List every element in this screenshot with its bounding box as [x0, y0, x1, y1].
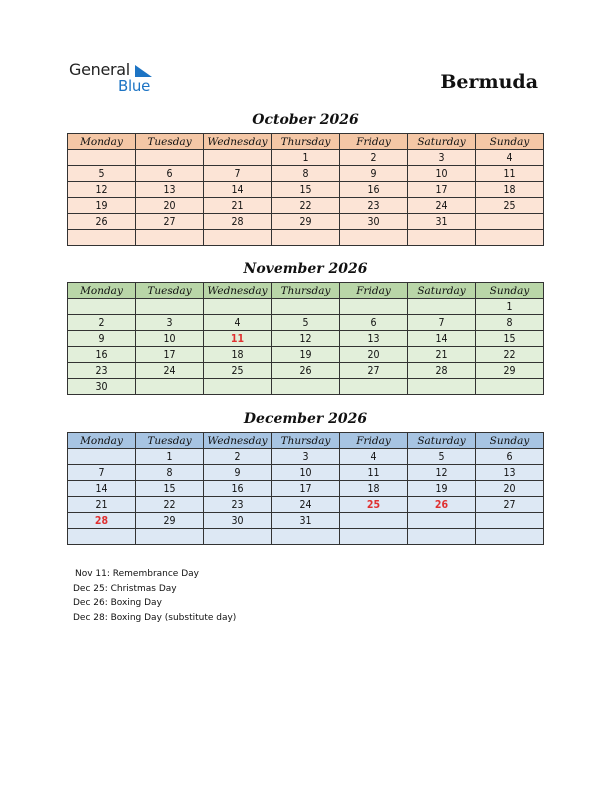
empty-day-cell — [408, 230, 476, 246]
day-cell: 21 — [408, 347, 476, 363]
week-row — [68, 166, 544, 182]
empty-day-cell — [476, 214, 544, 230]
empty-day-cell — [476, 513, 544, 529]
day-cell: 6 — [136, 166, 204, 182]
weekday-header-sunday: Sunday — [476, 433, 544, 449]
day-cell: 8 — [476, 315, 544, 331]
week-row — [68, 465, 544, 481]
day-cell: 12 — [272, 331, 340, 347]
empty-day-cell — [408, 529, 476, 545]
day-cell: 11 — [340, 465, 408, 481]
day-cell: 15 — [272, 182, 340, 198]
empty-day-cell — [68, 230, 136, 246]
week-row — [68, 449, 544, 465]
empty-day-cell — [68, 299, 136, 315]
day-cell: 12 — [408, 465, 476, 481]
holiday-day-cell: 28 — [68, 513, 136, 529]
empty-day-cell — [204, 299, 272, 315]
empty-day-cell — [476, 379, 544, 395]
empty-day-cell — [408, 299, 476, 315]
month-title-december: December 2026 — [243, 411, 368, 427]
empty-day-cell — [340, 230, 408, 246]
weekday-header-friday: Friday — [340, 433, 408, 449]
day-cell: 9 — [340, 166, 408, 182]
day-cell: 18 — [204, 347, 272, 363]
day-cell: 28 — [408, 363, 476, 379]
day-cell: 22 — [476, 347, 544, 363]
weekday-header-sunday: Sunday — [476, 134, 544, 150]
day-cell: 17 — [272, 481, 340, 497]
week-row — [68, 347, 544, 363]
day-cell: 25 — [476, 198, 544, 214]
week-row — [68, 182, 544, 198]
day-cell: 2 — [68, 315, 136, 331]
day-cell: 11 — [476, 166, 544, 182]
weekday-header-thursday: Thursday — [272, 134, 340, 150]
week-row — [68, 315, 544, 331]
empty-day-cell — [272, 379, 340, 395]
day-cell: 21 — [204, 198, 272, 214]
week-row — [68, 299, 544, 315]
week-row — [68, 214, 544, 230]
day-cell: 3 — [272, 449, 340, 465]
day-cell: 17 — [408, 182, 476, 198]
weekday-header-saturday: Saturday — [408, 134, 476, 150]
generalblue-logo — [69, 60, 159, 96]
week-row — [68, 379, 544, 395]
empty-day-cell — [136, 529, 204, 545]
empty-day-cell — [204, 150, 272, 166]
empty-day-cell — [340, 299, 408, 315]
empty-day-cell — [408, 379, 476, 395]
holiday-day-cell: 26 — [408, 497, 476, 513]
week-row — [68, 331, 544, 347]
day-cell: 20 — [340, 347, 408, 363]
holiday-item: Dec 28: Boxing Day (substitute day) — [73, 613, 237, 624]
day-cell: 6 — [476, 449, 544, 465]
empty-day-cell — [272, 529, 340, 545]
empty-day-cell — [136, 299, 204, 315]
day-cell: 7 — [68, 465, 136, 481]
holiday-list — [73, 567, 236, 626]
weekday-header-tuesday: Tuesday — [136, 433, 204, 449]
day-cell: 22 — [272, 198, 340, 214]
weekday-header-thursday: Thursday — [272, 283, 340, 299]
day-cell: 17 — [136, 347, 204, 363]
day-cell: 2 — [340, 150, 408, 166]
week-row — [68, 150, 544, 166]
week-row — [68, 497, 544, 513]
day-cell: 13 — [476, 465, 544, 481]
day-cell: 24 — [272, 497, 340, 513]
empty-day-cell — [408, 513, 476, 529]
day-cell: 6 — [340, 315, 408, 331]
day-cell: 26 — [68, 214, 136, 230]
day-cell: 14 — [68, 481, 136, 497]
day-cell: 9 — [68, 331, 136, 347]
day-cell: 18 — [340, 481, 408, 497]
day-cell: 4 — [204, 315, 272, 331]
holiday-item: Dec 25: Christmas Day — [73, 583, 177, 594]
day-cell: 27 — [476, 497, 544, 513]
week-row — [68, 529, 544, 545]
day-cell: 30 — [340, 214, 408, 230]
weekday-header-row — [68, 433, 544, 449]
empty-day-cell — [340, 379, 408, 395]
weekday-header-monday: Monday — [68, 433, 136, 449]
day-cell: 25 — [204, 363, 272, 379]
day-cell: 1 — [476, 299, 544, 315]
day-cell: 23 — [68, 363, 136, 379]
day-cell: 5 — [272, 315, 340, 331]
day-cell: 22 — [136, 497, 204, 513]
week-row — [68, 363, 544, 379]
day-cell: 24 — [136, 363, 204, 379]
week-row — [68, 481, 544, 497]
day-cell: 28 — [204, 214, 272, 230]
empty-day-cell — [68, 529, 136, 545]
day-cell: 16 — [204, 481, 272, 497]
empty-day-cell — [272, 230, 340, 246]
day-cell: 31 — [408, 214, 476, 230]
calendar-october — [67, 133, 544, 246]
day-cell: 19 — [272, 347, 340, 363]
day-cell: 10 — [272, 465, 340, 481]
weekday-header-wednesday: Wednesday — [204, 433, 272, 449]
holiday-day-cell: 11 — [204, 331, 272, 347]
day-cell: 5 — [68, 166, 136, 182]
day-cell: 1 — [272, 150, 340, 166]
weekday-header-thursday: Thursday — [272, 433, 340, 449]
day-cell: 16 — [68, 347, 136, 363]
empty-day-cell — [204, 379, 272, 395]
day-cell: 19 — [68, 198, 136, 214]
day-cell: 4 — [476, 150, 544, 166]
empty-day-cell — [340, 529, 408, 545]
weekday-header-monday: Monday — [68, 283, 136, 299]
day-cell: 29 — [272, 214, 340, 230]
weekday-header-friday: Friday — [340, 283, 408, 299]
day-cell: 14 — [408, 331, 476, 347]
day-cell: 29 — [136, 513, 204, 529]
weekday-header-sunday: Sunday — [476, 283, 544, 299]
day-cell: 24 — [408, 198, 476, 214]
day-cell: 19 — [408, 481, 476, 497]
weekday-header-row — [68, 283, 544, 299]
day-cell: 27 — [136, 214, 204, 230]
day-cell: 23 — [204, 497, 272, 513]
logo-blue-text: Blue — [118, 77, 150, 95]
weekday-header-wednesday: Wednesday — [204, 134, 272, 150]
day-cell: 30 — [68, 379, 136, 395]
empty-day-cell — [68, 449, 136, 465]
calendar-december — [67, 432, 544, 545]
weekday-header-tuesday: Tuesday — [136, 134, 204, 150]
holiday-day-cell: 25 — [340, 497, 408, 513]
day-cell: 30 — [204, 513, 272, 529]
weekday-header-row — [68, 134, 544, 150]
weekday-header-saturday: Saturday — [408, 283, 476, 299]
day-cell: 27 — [340, 363, 408, 379]
day-cell: 21 — [68, 497, 136, 513]
empty-day-cell — [272, 299, 340, 315]
week-row — [68, 513, 544, 529]
day-cell: 13 — [136, 182, 204, 198]
day-cell: 29 — [476, 363, 544, 379]
empty-day-cell — [204, 529, 272, 545]
day-cell: 20 — [136, 198, 204, 214]
week-row — [68, 230, 544, 246]
day-cell: 8 — [136, 465, 204, 481]
day-cell: 20 — [476, 481, 544, 497]
empty-day-cell — [340, 513, 408, 529]
empty-day-cell — [136, 379, 204, 395]
day-cell: 10 — [408, 166, 476, 182]
weekday-header-wednesday: Wednesday — [204, 283, 272, 299]
empty-day-cell — [476, 230, 544, 246]
day-cell: 3 — [408, 150, 476, 166]
logo-triangle-icon — [133, 64, 153, 78]
day-cell: 13 — [340, 331, 408, 347]
day-cell: 2 — [204, 449, 272, 465]
day-cell: 9 — [204, 465, 272, 481]
month-title-october: October 2026 — [252, 112, 359, 128]
weekday-header-saturday: Saturday — [408, 433, 476, 449]
empty-day-cell — [136, 150, 204, 166]
day-cell: 7 — [408, 315, 476, 331]
day-cell: 8 — [272, 166, 340, 182]
holiday-item: Nov 11: Remembrance Day — [75, 569, 199, 579]
day-cell: 23 — [340, 198, 408, 214]
day-cell: 1 — [136, 449, 204, 465]
country-title: Bermuda — [440, 71, 538, 93]
empty-day-cell — [204, 230, 272, 246]
day-cell: 18 — [476, 182, 544, 198]
day-cell: 7 — [204, 166, 272, 182]
logo-general-text: General — [69, 60, 130, 79]
empty-day-cell — [476, 529, 544, 545]
day-cell: 14 — [204, 182, 272, 198]
day-cell: 10 — [136, 331, 204, 347]
calendar-november — [67, 282, 544, 395]
weekday-header-tuesday: Tuesday — [136, 283, 204, 299]
holiday-item: Dec 26: Boxing Day — [73, 598, 162, 609]
weekday-header-friday: Friday — [340, 134, 408, 150]
day-cell: 4 — [340, 449, 408, 465]
day-cell: 5 — [408, 449, 476, 465]
empty-day-cell — [136, 230, 204, 246]
week-row — [68, 198, 544, 214]
month-title-november: November 2026 — [243, 261, 368, 277]
day-cell: 12 — [68, 182, 136, 198]
day-cell: 15 — [476, 331, 544, 347]
day-cell: 26 — [272, 363, 340, 379]
day-cell: 31 — [272, 513, 340, 529]
day-cell: 3 — [136, 315, 204, 331]
empty-day-cell — [68, 150, 136, 166]
day-cell: 15 — [136, 481, 204, 497]
day-cell: 16 — [340, 182, 408, 198]
weekday-header-monday: Monday — [68, 134, 136, 150]
